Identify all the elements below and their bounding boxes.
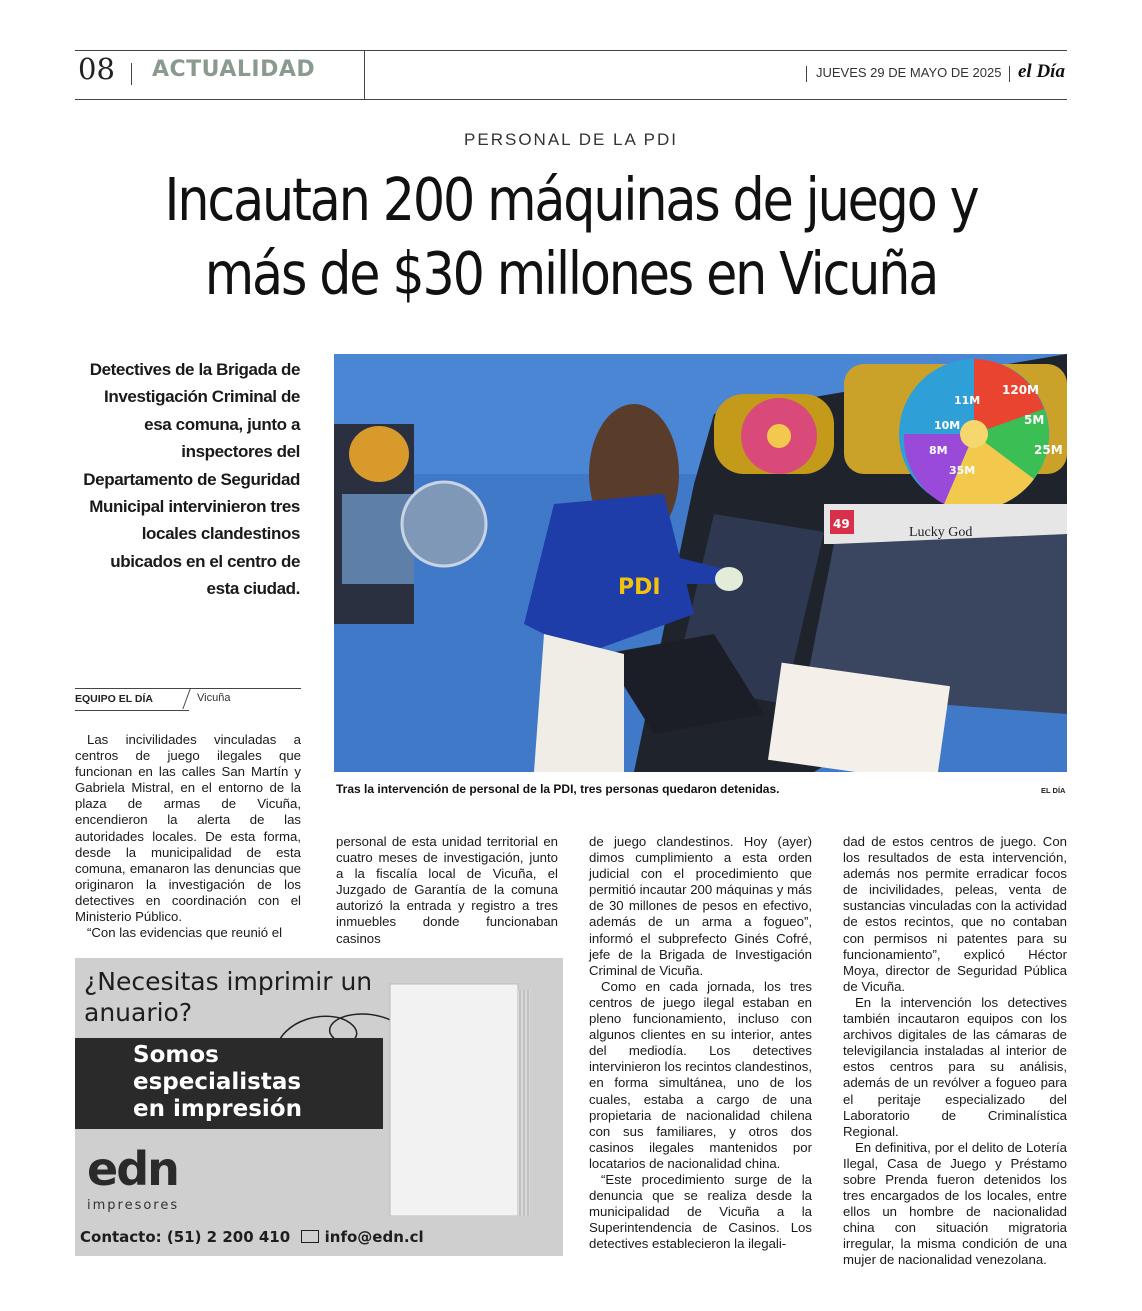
article-column-2	[336, 834, 558, 947]
header-divider	[364, 51, 365, 99]
section-title: ACTUALIDAD	[152, 57, 316, 82]
paragraph: En definitiva, por el delito de Lotería Ilegal, Casa de Juego y Préstamo sobre Prenda fueron detenidos los tres encargados de los locales, entre ellos un hombre de nacionalidad china con situación migratoria irregular, la misma condición de una mujer de nacionalidad venezolana.	[843, 1139, 1067, 1268]
machine-brand: Lucky God	[909, 525, 973, 540]
newspaper-logo: el Día	[1018, 61, 1065, 82]
paragraph: dad de estos centros de juego. Con los resultados de esta intervención, además nos permite erradicar focos de incivilidades, peleas, venta de sustancias vinculadas con la actividad de estos recintos, que no contaban con permisos ni patentes para su funcionamiento”, explicó Héctor Moya, director de Seguridad Pública de Vicuña.	[843, 834, 1067, 994]
photo-credit: EL DÍA	[1041, 786, 1066, 795]
wheel-label-4: 11M	[954, 394, 981, 407]
paragraph: de juego clandestinos. Hoy (ayer) dimos cumplimiento a esta orden judicial con el procedimiento que permitió incautar 200 máquinas y más de 30 millones de pesos en efectivo, además de un arma a fogueo”, informó el subprefecto Ginés Cofré, jefe de la Brigada de Investigación Criminal de Vicuña.	[589, 834, 812, 978]
byline-location: Vicuña	[197, 692, 231, 704]
header-separator	[131, 63, 132, 85]
article-photo	[334, 354, 1067, 772]
ad-tagline-1: Somos	[133, 1042, 219, 1068]
paragraph: “Con las evidencias que reunió el	[87, 925, 282, 941]
mail-icon	[301, 1230, 319, 1243]
photo-illustration	[334, 354, 1067, 772]
ad-headline: ¿Necesitas imprimir un anuario?	[84, 967, 373, 1027]
edn-logo: edn	[87, 1142, 178, 1196]
paragraph: Como en cada jornada, los tres centros de juego ilegal estaban en pleno funcionamiento, incluso con algunos clientes en su interior, antes del mediodía. Los detectives intervinieron los recintos clandestinos, en forma simultánea, uno de los cuales, estaba a cargo de una propietaria de nacionalidad chilena con sus familiares, y otros dos casinos ilegales mantenidos por locatarios de nacionalidad china.	[589, 978, 812, 1171]
issue-date: JUEVES 29 DE MAYO DE 2025	[816, 65, 1002, 80]
wheel-label-1: 120M	[1002, 383, 1039, 397]
wheel-label-2: 5M	[1024, 413, 1045, 427]
paper-separator	[1009, 66, 1010, 82]
header-bottom-rule	[75, 99, 1067, 100]
wheel-label-7: 35M	[949, 464, 976, 477]
article-kicker: PERSONAL DE LA PDI	[464, 130, 678, 149]
book-image	[382, 976, 532, 1216]
headline-line-1: Incautan 200 máquinas de juego y	[164, 165, 978, 234]
print-advertisement	[75, 958, 563, 1256]
article-column-4	[843, 834, 1067, 1269]
article-column-3	[589, 834, 812, 1252]
page-number: 08	[78, 52, 115, 86]
article-column-1	[75, 732, 301, 941]
byline-slash	[182, 689, 190, 709]
wheel-label-6: 8M	[929, 444, 948, 457]
machine-number: 49	[833, 517, 850, 531]
vest-text: PDI	[618, 575, 661, 600]
ad-tagline-3: en impresión	[133, 1096, 302, 1122]
wheel-label-3: 25M	[1034, 443, 1063, 457]
byline-rule	[75, 688, 301, 689]
ad-tagline	[133, 1042, 383, 1123]
ad-contact	[80, 1228, 424, 1246]
paragraph: En la intervención los detectives también incautaron equipos con los archivos digitales de las cámaras de televigilancia instaladas al interior de estos centros para su análisis, además de un revólver a fogueo para el peritaje especializado del Laboratorio de Criminalística Regional.	[843, 994, 1067, 1139]
paragraph: Las incivilidades vinculadas a centros de juego ilegales que funcionan en las calles San Martín y Gabriela Mistral, en el entorno de la plaza de armas de Vicuña, encendieron la alerta de las autoridades locales. De esta forma, desde la municipalidad de esta comuna, emanaron las denuncias que originaron la investigación de los detectives en coordinación con el Ministerio Público.	[75, 732, 301, 925]
article-headline	[149, 163, 994, 311]
paragraph: “Este procedimiento surge de la denuncia que se realiza desde la municipalidad de Vicuña a la Superintendencia de Casinos. Los detectives establecieron la ilegali-	[589, 1171, 812, 1252]
byline-author: EQUIPO EL DÍA	[75, 693, 153, 705]
edn-logo-subtitle: impresores	[87, 1198, 180, 1213]
date-separator	[806, 66, 807, 82]
photo-caption: Tras la intervención de personal de la PDI, tres personas quedaron detenidas.	[336, 782, 780, 796]
byline-underline	[75, 710, 189, 711]
wheel-label-5: 10M	[934, 419, 961, 432]
ad-phone: Contacto: (51) 2 200 410	[80, 1228, 291, 1246]
headline-line-2: más de $30 millones en Vicuña	[204, 239, 938, 308]
ad-tagline-2: especialistas	[133, 1069, 302, 1095]
ad-email: info@edn.cl	[324, 1228, 424, 1246]
header-top-rule	[75, 50, 1067, 51]
article-lead: Detectives de la Brigada de Investigación Criminal de esa comuna, junto a inspectores del Departamento de Seguridad Municipal intervinieron tres locales clandestinos ubicados en el centro de esta ciudad.	[83, 360, 300, 599]
paragraph: personal de esta unidad territorial en cuatro meses de investigación, junto a la fiscalía local de Vicuña, el Juzgado de Garantía de la comuna autorizó la entrada y registro a tres inmuebles donde funcionaban casinos	[336, 834, 558, 946]
